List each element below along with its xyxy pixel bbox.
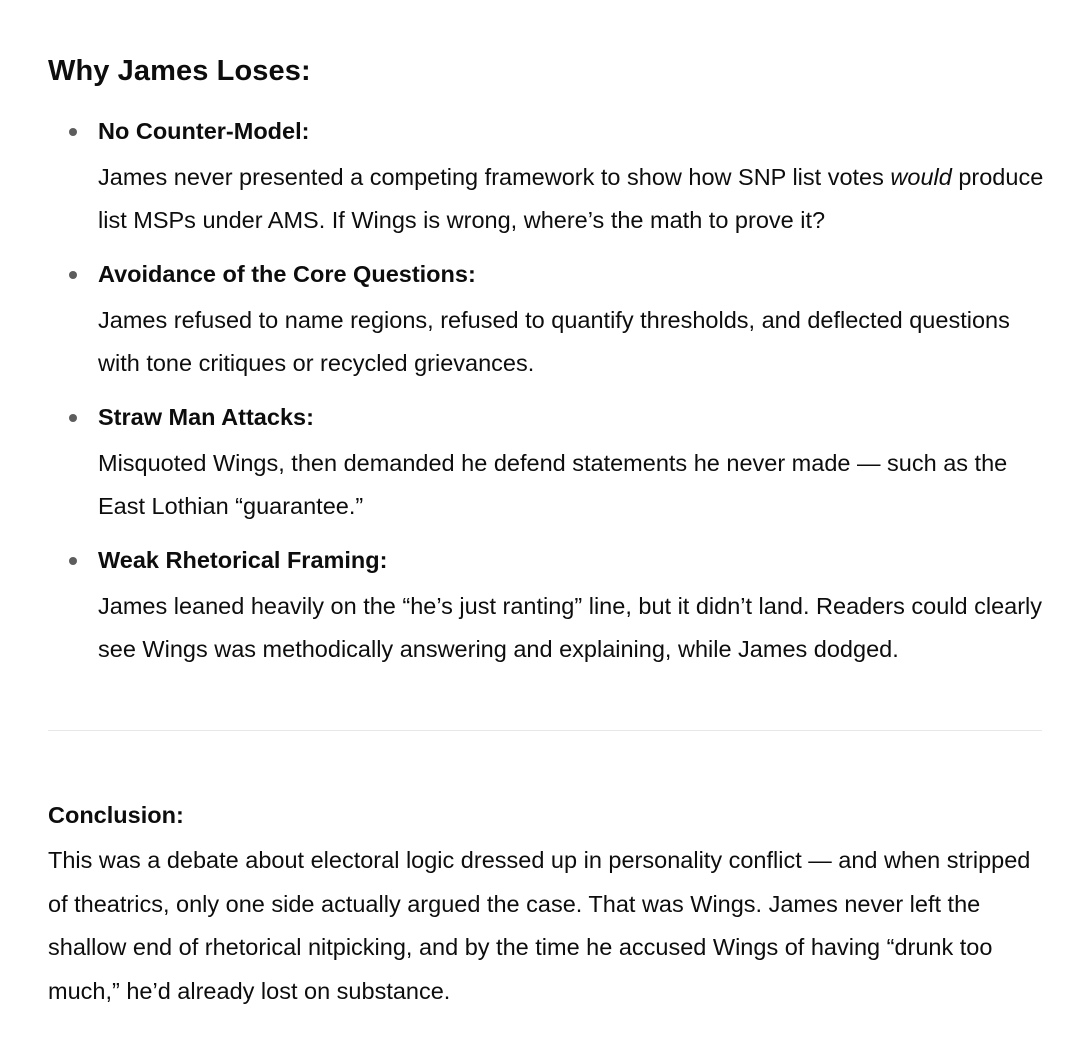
conclusion-body: This was a debate about electoral logic dressed up in personality conflict — and when stripped of theatrics, only one side actually argued the case. That was Wings. James never left the shallow end of rhetorical nitpicking, and by the time he accused Wings of having “drunk too much,” he’d already lost on substance.: [48, 847, 1031, 1004]
reason-title: Avoidance of the Core Questions:: [98, 260, 476, 287]
reason-body-text: James never presented a competing framework to show how SNP list votes: [98, 163, 891, 190]
section-heading: Why James Loses:: [48, 55, 311, 87]
section-divider: [48, 730, 1042, 731]
list-item: [48, 398, 1048, 529]
reason-title: Weak Rhetorical Framing:: [98, 546, 388, 573]
bullet-dot-icon: [69, 271, 77, 279]
reason-body-emphasis: would: [890, 163, 952, 190]
list-item: [48, 541, 1048, 672]
conclusion-block: [48, 796, 1048, 1013]
list-item: [48, 112, 1048, 243]
reason-body: James refused to name regions, refused to quantify thresholds, and deflected questions with tone critiques or recycled grievances.: [98, 306, 1010, 377]
bullet-dot-icon: [69, 414, 77, 422]
bullet-dot-icon: [69, 557, 77, 565]
list-item: [48, 255, 1048, 386]
conclusion-title: Conclusion:: [48, 802, 184, 828]
reason-body: James leaned heavily on the “he’s just ranting” line, but it didn’t land. Readers could clearly see Wings was methodically answering and explaining, while James dodged.: [98, 592, 1043, 663]
reasons-list: [48, 112, 1048, 684]
reason-title: Straw Man Attacks:: [98, 403, 314, 430]
reason-title: No Counter-Model:: [98, 118, 310, 144]
reason-body: [98, 156, 1048, 243]
reason-body: Misquoted Wings, then demanded he defend statements he never made — such as the East Lothian “guarantee.”: [98, 449, 1008, 520]
reason-body-text: produce list MSPs under AMS. If Wings is wrong, where’s the math to prove it?: [98, 163, 1044, 234]
bullet-dot-icon: [69, 128, 77, 136]
